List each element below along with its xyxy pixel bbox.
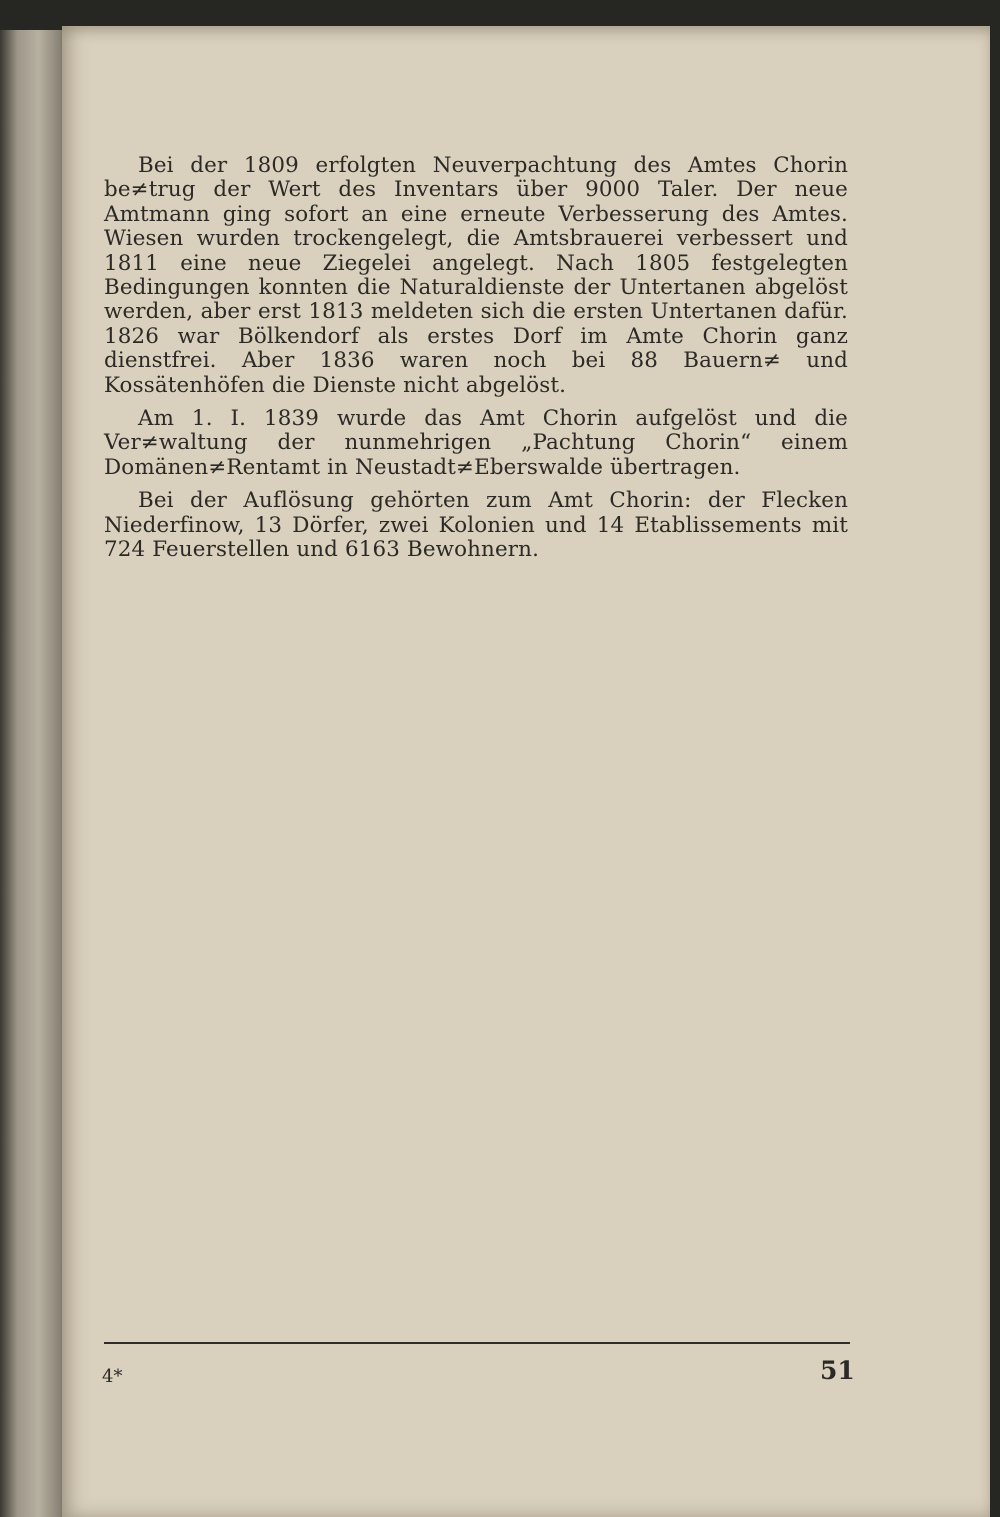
paragraph-amt-aufgeloest: Am 1. I. 1839 wurde das Amt Chorin aufgelöst und die Ver≠waltung der nunmehrigen „Pachtung Chorin“ einem Domänen≠Rentamt in Neustadt≠Eberswalde übertragen. [104, 406, 848, 480]
previous-page-edge [0, 30, 70, 1517]
footer-rule [104, 1342, 850, 1344]
body-text [104, 154, 848, 572]
paragraph-aufloesung-bestand: Bei der Auflösung gehörten zum Amt Chorin: der Flecken Niederfinow, 13 Dörfer, zwei Kolonien und 14 Etablissements mit 724 Feuerstellen und 6163 Bewohnern. [104, 488, 848, 563]
book-page [62, 26, 990, 1517]
page-number: 51 [820, 1356, 855, 1385]
signature-mark: 4* [102, 1366, 123, 1387]
paragraph-neuverpachtung: Bei der 1809 erfolgten Neuverpachtung des Amtes Chorin be≠trug der Wert des Inventars über 9000 Taler. Der neue Amtmann ging sofort an eine erneute Verbesserung des Amtes. Wiesen wurden trockengelegt, die Amtsbrauerei verbessert und 1811 eine neue Ziegelei angelegt. Nach 1805 festgelegten Bedingungen konnten die Naturaldienste der Untertanen abgelöst werden, aber erst 1813 meldeten sich die ersten Untertanen dafür. 1826 war Bölkendorf als erstes Dorf im Amte Chorin ganz dienstfrei. Aber 1836 waren noch bei 88 Bauern≠ und Kossätenhöfen die Dienste nicht abgelöst. [104, 153, 848, 398]
